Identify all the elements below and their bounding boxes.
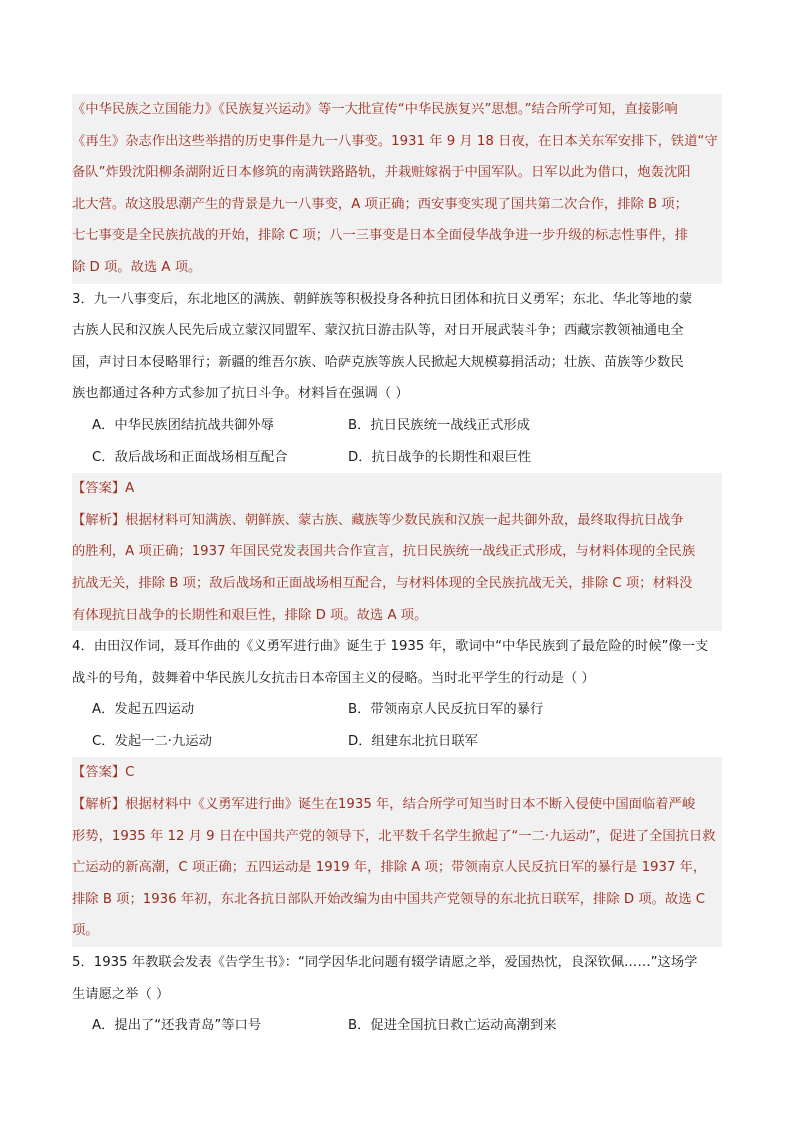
question-3 [72, 284, 722, 474]
option-b: B．带领南京人民反抗日军的暴行 [348, 702, 544, 718]
question-line: 3．九一八事变后，东北地区的满族、朝鲜族等积极投身各种抗日团体和抗日义勇军；东北、华北等地的蒙 [72, 291, 693, 307]
analysis-4 [72, 789, 722, 947]
analysis-line: 有体现抗日战争的长期性和艰巨性，排除 D 项。故选 A 项。 [72, 607, 428, 623]
question-line: 古族人民和汉族人民先后成立蒙汉同盟军、蒙汉抗日游击队等，对日开展武装斗争；西藏宗教领袖通电全 [72, 323, 684, 339]
option-c: C．敌后战场和正面战场相互配合 [92, 449, 288, 465]
analysis-line: 亡运动的新高潮，C 项正确；五四运动是 1919 年，排除 A 项；带领南京人民反抗日军的暴行是 1937 年， [72, 860, 707, 876]
option-row [72, 410, 722, 442]
analysis-line: 形势，1935 年 12 月 9 日在中国共产党的领导下，北平数千名学生掀起了“一二·九运动”，促进了全国抗日救 [72, 828, 716, 844]
option-row [72, 1010, 722, 1042]
option-a: A．发起五四运动 [92, 702, 195, 718]
analysis-line: 【解析】根据材料可知满族、朝鲜族、蒙古族、藏族等少数民族和汉族一起共御外敌，最终取得抗日战争 [72, 512, 684, 528]
question-line: 国，声讨日本侵略罪行；新疆的维吾尔族、哈萨克族等族人民掀起大规模募捐活动；壮族、苗族等少数民 [72, 354, 684, 370]
question-line: 族也都通过各种方式参加了抗日斗争。材料旨在强调（ ） [72, 386, 409, 402]
text-line: 《再生》杂志作出这些举措的历史事件是九一八事变。1931 年 9 月 18 日夜，在日本关东军安排下，铁道“守 [72, 133, 718, 149]
analysis-line: 项。 [72, 923, 99, 939]
text-line: 北大营。故这股思潮产生的背景是九一八事变，A 项正确；西安事变实现了国共第二次合作，排除 B 项； [72, 196, 688, 212]
question-line: 5．1935 年教联会发表《告学生书》：“同学因华北问题有辍学请愿之举，爱国热忱，良深钦佩……”这场学 [72, 955, 698, 971]
prev-analysis-continued [72, 94, 722, 284]
option-c: C．发起一二·九运动 [92, 733, 212, 749]
text-line: 备队”炸毁沈阳柳条湖附近日本修筑的南满铁路路轨，并栽赃嫁祸于中国军队。日军以此为借口，炮轰沈阳 [72, 165, 691, 181]
option-row [72, 694, 722, 726]
option-row [72, 726, 722, 758]
analysis-3 [72, 505, 722, 631]
option-d: D．抗日战争的长期性和艰巨性 [348, 449, 532, 465]
question-line: 战斗的号角，鼓舞着中华民族儿女抗击日本帝国主义的侵略。当时北平学生的行动是（ ） [72, 670, 595, 686]
question-4 [72, 631, 722, 757]
answer-label: 【答案】C [72, 765, 135, 781]
question-line: 4．由田汉作词，聂耳作曲的《义勇军进行曲》诞生于 1935 年，歌词中“中华民族到了最危险的时候”像一支 [72, 639, 709, 655]
answer-label: 【答案】A [72, 481, 135, 497]
question-5 [72, 947, 722, 1042]
option-d: D．组建东北抗日联军 [348, 733, 478, 749]
option-a: A．提出了“还我青岛”等口号 [92, 1018, 262, 1034]
analysis-line: 排除 B 项；1936 年初，东北各抗日部队开始改编为由中国共产党领导的东北抗日联军，排除 D 项。故选 C [72, 891, 706, 907]
analysis-line: 【解析】根据材料中《义勇军进行曲》诞生在1935 年，结合所学可知当时日本不断入侵使中国面临着严峻 [72, 797, 696, 813]
option-row [72, 442, 722, 474]
option-b: B．促进全国抗日救亡运动高潮到来 [348, 1018, 557, 1034]
text-line: 七七事变是全民族抗战的开始，排除 C 项；八一三事变是日本全面侵华战争进一步升级的标志性事件，排 [72, 228, 689, 244]
answer-block-4 [72, 757, 722, 947]
text-line: 《中华民族之立国能力》《民族复兴运动》等一大批宣传“中华民族复兴”思想。”结合所学可知，直接影响 [72, 102, 678, 117]
analysis-line: 抗战无关，排除 B 项；敌后战场和正面战场相互配合，与材料体现的全民族抗战无关，排除 C 项；材料没 [72, 575, 693, 591]
analysis-line: 的胜利，A 项正确；1937 年国民党发表国共合作宣言，抗日民族统一战线正式形成，与材料体现的全民族 [72, 544, 696, 560]
answer-block-3 [72, 473, 722, 631]
content-area [72, 94, 722, 1042]
option-a: A．中华民族团结抗战共御外辱 [92, 417, 274, 433]
text-line: 除 D 项。故选 A 项。 [72, 259, 202, 275]
question-line: 生请愿之举（ ） [72, 986, 170, 1002]
option-b: B．抗日民族统一战线正式形成 [348, 417, 530, 433]
